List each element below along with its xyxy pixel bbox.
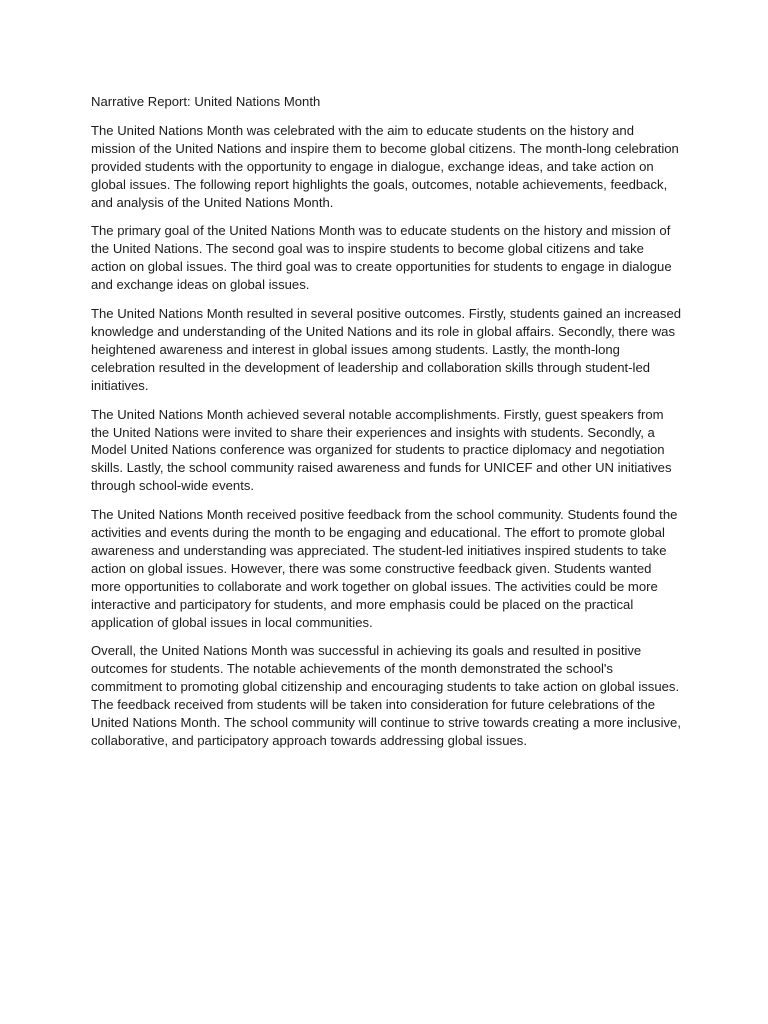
paragraph-goals: The primary goal of the United Nations Month was to educate students on the history and mission of the United Nations. The second goal was to inspire students to become global citizens and take action on global issues. The third goal was to create opportunities for students to engage in dialogue and exchange ideas on global issues. (91, 223, 672, 293)
paragraph-outcomes: The United Nations Month resulted in several positive outcomes. Firstly, students gained an increased knowledge and understanding of the United Nations and its role in global affairs. Secondly, there was heightened awareness and interest in global issues among students. Lastly, the month-long celebration resulted in the development of leadership and collaboration skills through student-led initiatives. (91, 306, 682, 393)
document-title: Narrative Report: United Nations Month (91, 94, 321, 109)
paragraph-feedback: The United Nations Month received positive feedback from the school community. Students found the activities and events during the month to be engaging and educational. The effort to promote global awareness and understanding was appreciated. The student-led initiatives inspired students to take action on global issues. However, there was some constructive feedback given. Students wanted more opportunities to collaborate and work together on global issues. The activities could be more interactive and participatory for students, and more emphasis could be placed on the practical application of global issues in local communities. (91, 507, 678, 630)
paragraph-introduction: The United Nations Month was celebrated with the aim to educate students on the history and mission of the United Nations and inspire them to become global citizens. The month-long celebration provided students with the opportunity to engage in dialogue, exchange ideas, and take action on global issues. The following report highlights the goals, outcomes, notable achievements, feedback, and analysis of the United Nations Month. (91, 122, 679, 210)
paragraph-conclusion: Overall, the United Nations Month was successful in achieving its goals and resulted in positive outcomes for students. The notable achievements of the month demonstrated the school's commitment to promoting global citizenship and encouraging students to take action on global issues. The feedback received from students will be taken into consideration for future celebrations of the United Nations Month. The school community will continue to strive towards creating a more inclusive, collaborative, and participatory approach towards addressing global issues. (91, 643, 681, 748)
document-body (91, 93, 681, 761)
paragraph-achievements: The United Nations Month achieved several notable accomplishments. Firstly, guest speakers from the United Nations were invited to share their experiences and insights with students. Secondly, a Model United Nations conference was organized for students to practice diplomacy and negotiation skills. Lastly, the school community raised awareness and funds for UNICEF and other UN initiatives through school-wide events. (91, 406, 672, 494)
